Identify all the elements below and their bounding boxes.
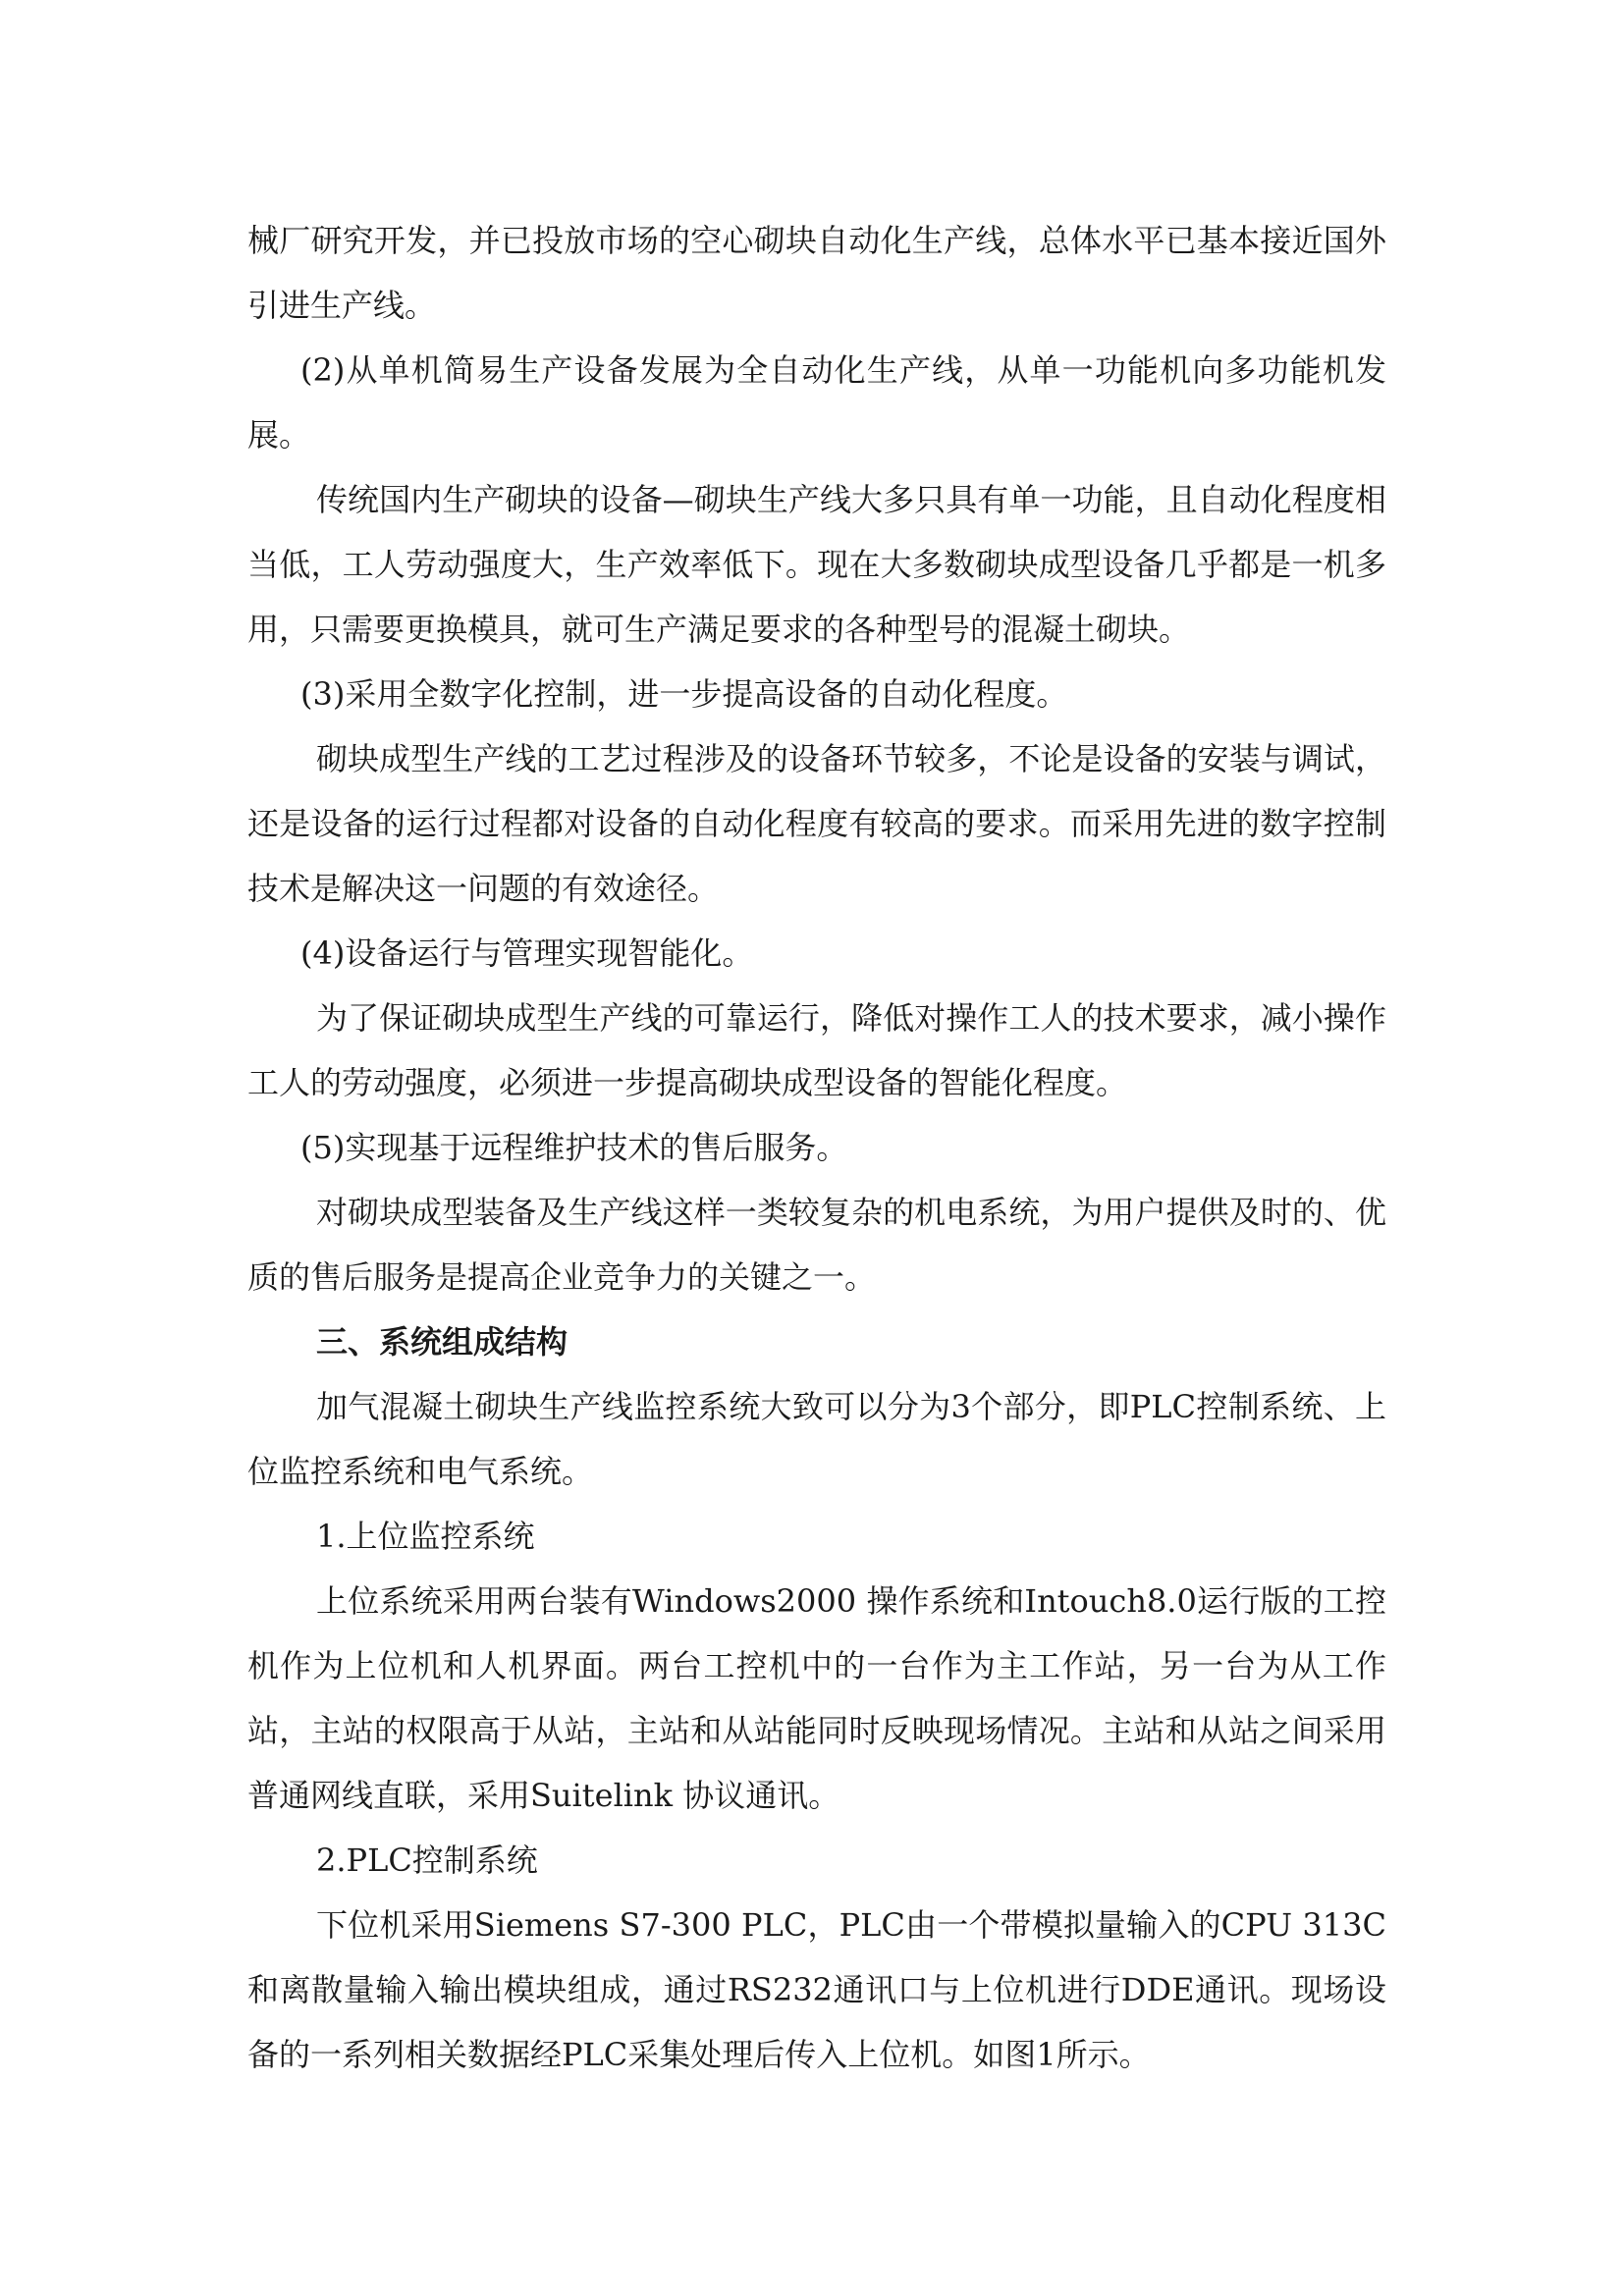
section-heading: 三、系统组成结构 — [316, 1323, 568, 1361]
paragraph: 传统国内生产砌块的设备—砌块生产线大多只具有单一功能，且自动化程度相当低，工人劳动强度大，生产效率低下。现在大多数砌块成型设备几乎都是一机多用，只需要更换模具，就可生产满足要求的各种型号的混凝土砌块。 — [247, 481, 1386, 648]
list-item-3: (3)采用全数字化控制，进一步提高设备的自动化程度。 — [300, 675, 1068, 713]
paragraph-continuation: 械厂研究开发，并已投放市场的空心砌块自动化生产线，总体水平已基本接近国外引进生产线。 — [247, 222, 1386, 324]
paragraph: 下位机采用Siemens S7-300 PLC，PLC由一个带模拟量输入的CPU 313C和离散量输入输出模块组成，通过RS232通讯口与上位机进行DDE通讯。现场设备的一系列相关数据经PLC采集处理后传入上位机。如图1所示。 — [247, 1906, 1386, 2073]
document-body — [247, 208, 1386, 2087]
list-item-4: (4)设备运行与管理实现智能化。 — [300, 934, 754, 972]
paragraph: 为了保证砌块成型生产线的可靠运行，降低对操作工人的技术要求，减小操作工人的劳动强度，必须进一步提高砌块成型设备的智能化程度。 — [247, 999, 1386, 1101]
paragraph: 对砌块成型装备及生产线这样一类较复杂的机电系统，为用户提供及时的、优质的售后服务是提高企业竞争力的关键之一。 — [247, 1194, 1386, 1296]
list-item-2: (2)从单机简易生产设备发展为全自动化生产线，从单一功能机向多功能机发展。 — [247, 351, 1386, 454]
subsection-heading: 2.PLC控制系统 — [316, 1842, 538, 1879]
paragraph: 上位系统采用两台装有Windows2000 操作系统和Intouch8.0运行版的工控机作为上位机和人机界面。两台工控机中的一台作为主工作站，另一台为从工作站，主站的权限高于从站，主站和从站能同时反映现场情况。主站和从站之间采用普通网线直联，采用Suitelink 协议通讯。 — [247, 1582, 1386, 1814]
paragraph: 砌块成型生产线的工艺过程涉及的设备环节较多，不论是设备的安装与调试，还是设备的运行过程都对设备的自动化程度有较高的要求。而采用先进的数字控制技术是解决这一问题的有效途径。 — [247, 740, 1386, 907]
subsection-heading: 1.上位监控系统 — [316, 1518, 535, 1555]
paragraph: 加气混凝土砌块生产线监控系统大致可以分为3个部分，即PLC控制系统、上位监控系统和电气系统。 — [247, 1388, 1386, 1490]
list-item-5: (5)实现基于远程维护技术的售后服务。 — [300, 1129, 848, 1166]
